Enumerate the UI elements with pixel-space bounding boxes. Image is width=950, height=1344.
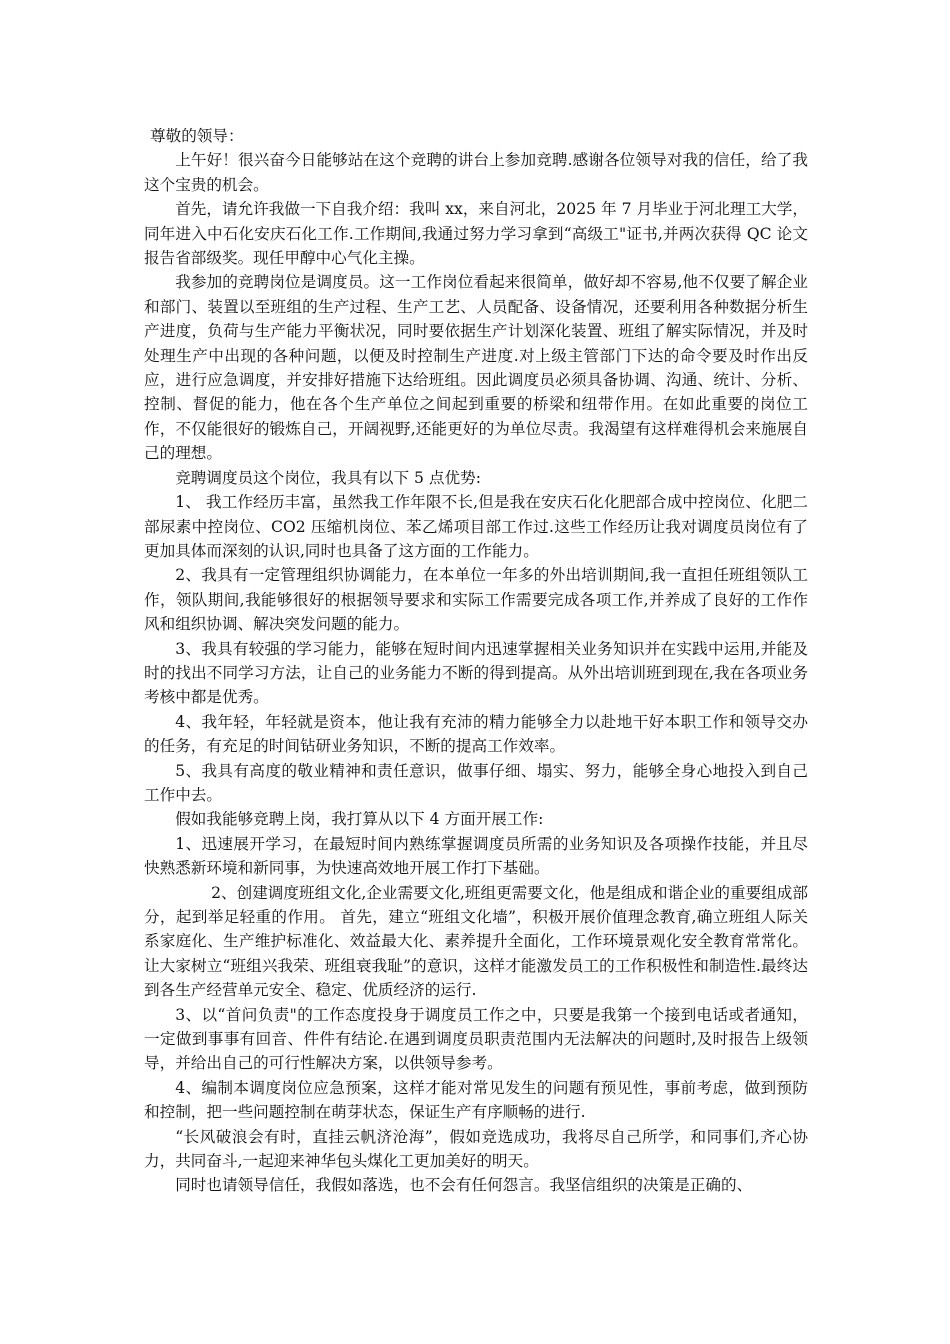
paragraph-closing-quote: “长风破浪会有时，直挂云帆济沧海”，假如竞选成功，我将尽自己所学，和同事们,齐心协力，共同奋斗,一起迎来神华包头煤化工更加美好的明天。 bbox=[144, 1127, 808, 1171]
paragraph-advantage-4: 4、我年轻，年轻就是资本，他让我有充沛的精力能够全力以赴地干好本职工作和领导交办的任务，有充足的时间钻研业务知识，不断的提高工作效率。 bbox=[144, 712, 808, 756]
paragraph-plan-4: 4、编制本调度岗位应急预案，这样才能对常见发生的问题有预见性，事前考虑，做到预防和控制，把一些问题控制在萌芽状态，保证生产有序顺畅的进行. bbox=[144, 1078, 808, 1122]
paragraph-closing: 同时也请领导信任，我假如落选，也不会有任何怨言。我坚信组织的决策是正确的、 bbox=[175, 1176, 753, 1195]
document-body bbox=[144, 124, 808, 1198]
paragraph-plan-2: 2、创建调度班组文化,企业需要文化,班组更需要文化，他是组成和谐企业的重要组成部分，起到举足轻重的作用。 首先，建立“班组文化墙”，积极开展价值理念教育,确立班组人际关系家庭化、生产维护标准化、效益最大化、素养提升全面化，工作环境景观化安全教育常常化。让大家树立“班组兴我荣、班组衰我耻”的意识，这样才能激发员工的工作积极性和制造性.最终达到各生产经营单元安全、稳定、优质经济的运行. bbox=[144, 883, 808, 1000]
paragraph-plan-1: 1、迅速展开学习，在最短时间内熟练掌握调度员所需的业务知识及各项操作技能，并且尽快熟悉新环境和新同事，为快速高效地开展工作打下基础。 bbox=[144, 834, 808, 878]
paragraph-greeting: 上午好！很兴奋今日能够站在这个竞聘的讲台上参加竞聘.感谢各位领导对我的信任，给了我这个宝贵的机会。 bbox=[144, 151, 808, 194]
paragraph-advantage-5: 5、我具有高度的敬业精神和责任意识，做事仔细、塌实、努力，能够全身心地投入到自己工作中去。 bbox=[144, 761, 808, 804]
paragraph-advantages-intro: 竞聘调度员这个岗位，我具有以下 5 点优势: bbox=[175, 468, 481, 487]
paragraph-plans-intro: 假如我能够竞聘上岗，我打算从以下 4 方面开展工作: bbox=[175, 810, 544, 829]
paragraph-self-introduction: 首先，请允许我做一下自我介绍：我叫 xx，来自河北，2025 年 7 月毕业于河北理工大学，同年进入中石化安庆石化工作.工作期间,我通过努力学习拿到“高级工"证书,并两次获得 QC 论文报告省部级奖。现任甲醇中心气化主操。 bbox=[144, 200, 808, 268]
paragraph-advantage-1: 1、 我工作经历丰富，虽然我工作年限不长,但是我在安庆石化化肥部合成中控岗位、化肥二部尿素中控岗位、CO2 压缩机岗位、苯乙烯项目部工作过.这些工作经历让我对调度员岗位有了更加具体而深刻的认识,同时也具备了这方面的工作能力。 bbox=[144, 493, 808, 560]
salutation: 尊敬的领导： bbox=[150, 127, 244, 145]
paragraph-position-description: 我参加的竞聘岗位是调度员。这一工作岗位看起来很简单，做好却不容易,他不仅要了解企业和部门、装置以至班组的生产过程、生产工艺、人员配备、设备情况，还要利用各种数据分析生产进度，负荷与生产能力平衡状况，同时要依据生产计划深化装置、班组了解实际情况，并及时处理生产中出现的各种问题，以便及时控制生产进度.对上级主管部门下达的命令要及时作出反应，进行应急调度，并安排好措施下达给班组。因此调度员必须具备协调、沟通、统计、分析、控制、督促的能力，他在各个生产单位之间起到重要的桥梁和纽带作用。在如此重要的岗位工作，不仅能很好的锻炼自己，开阔视野,还能更好的为单位尽责。我渴望有这样难得机会来施展自己的理想。 bbox=[144, 273, 808, 463]
paragraph-advantage-3: 3、我具有较强的学习能力，能够在短时间内迅速掌握相关业务知识并在实践中运用,并能及时的找出不同学习方法，让自己的业务能力不断的得到提高。从外出培训班到现在,我在各项业务考核中都是优秀。 bbox=[144, 639, 808, 707]
paragraph-advantage-2: 2、我具有一定管理组织协调能力，在本单位一年多的外出培训期间,我一直担任班组领队工作，领队期间,我能够很好的根据领导要求和实际工作需要完成各项工作,并养成了良好的工作作风和组织协调、解决突发问题的能力。 bbox=[144, 566, 808, 634]
paragraph-plan-3: 3、以“首问负责"的工作态度投身于调度员工作之中，只要是我第一个接到电话或者通知，一定做到事事有回音、件件有结论.在遇到调度员职责范围内无法解决的问题时,及时报告上级领导，并给出自己的可行性解决方案，以供领导参考。 bbox=[144, 1005, 808, 1073]
